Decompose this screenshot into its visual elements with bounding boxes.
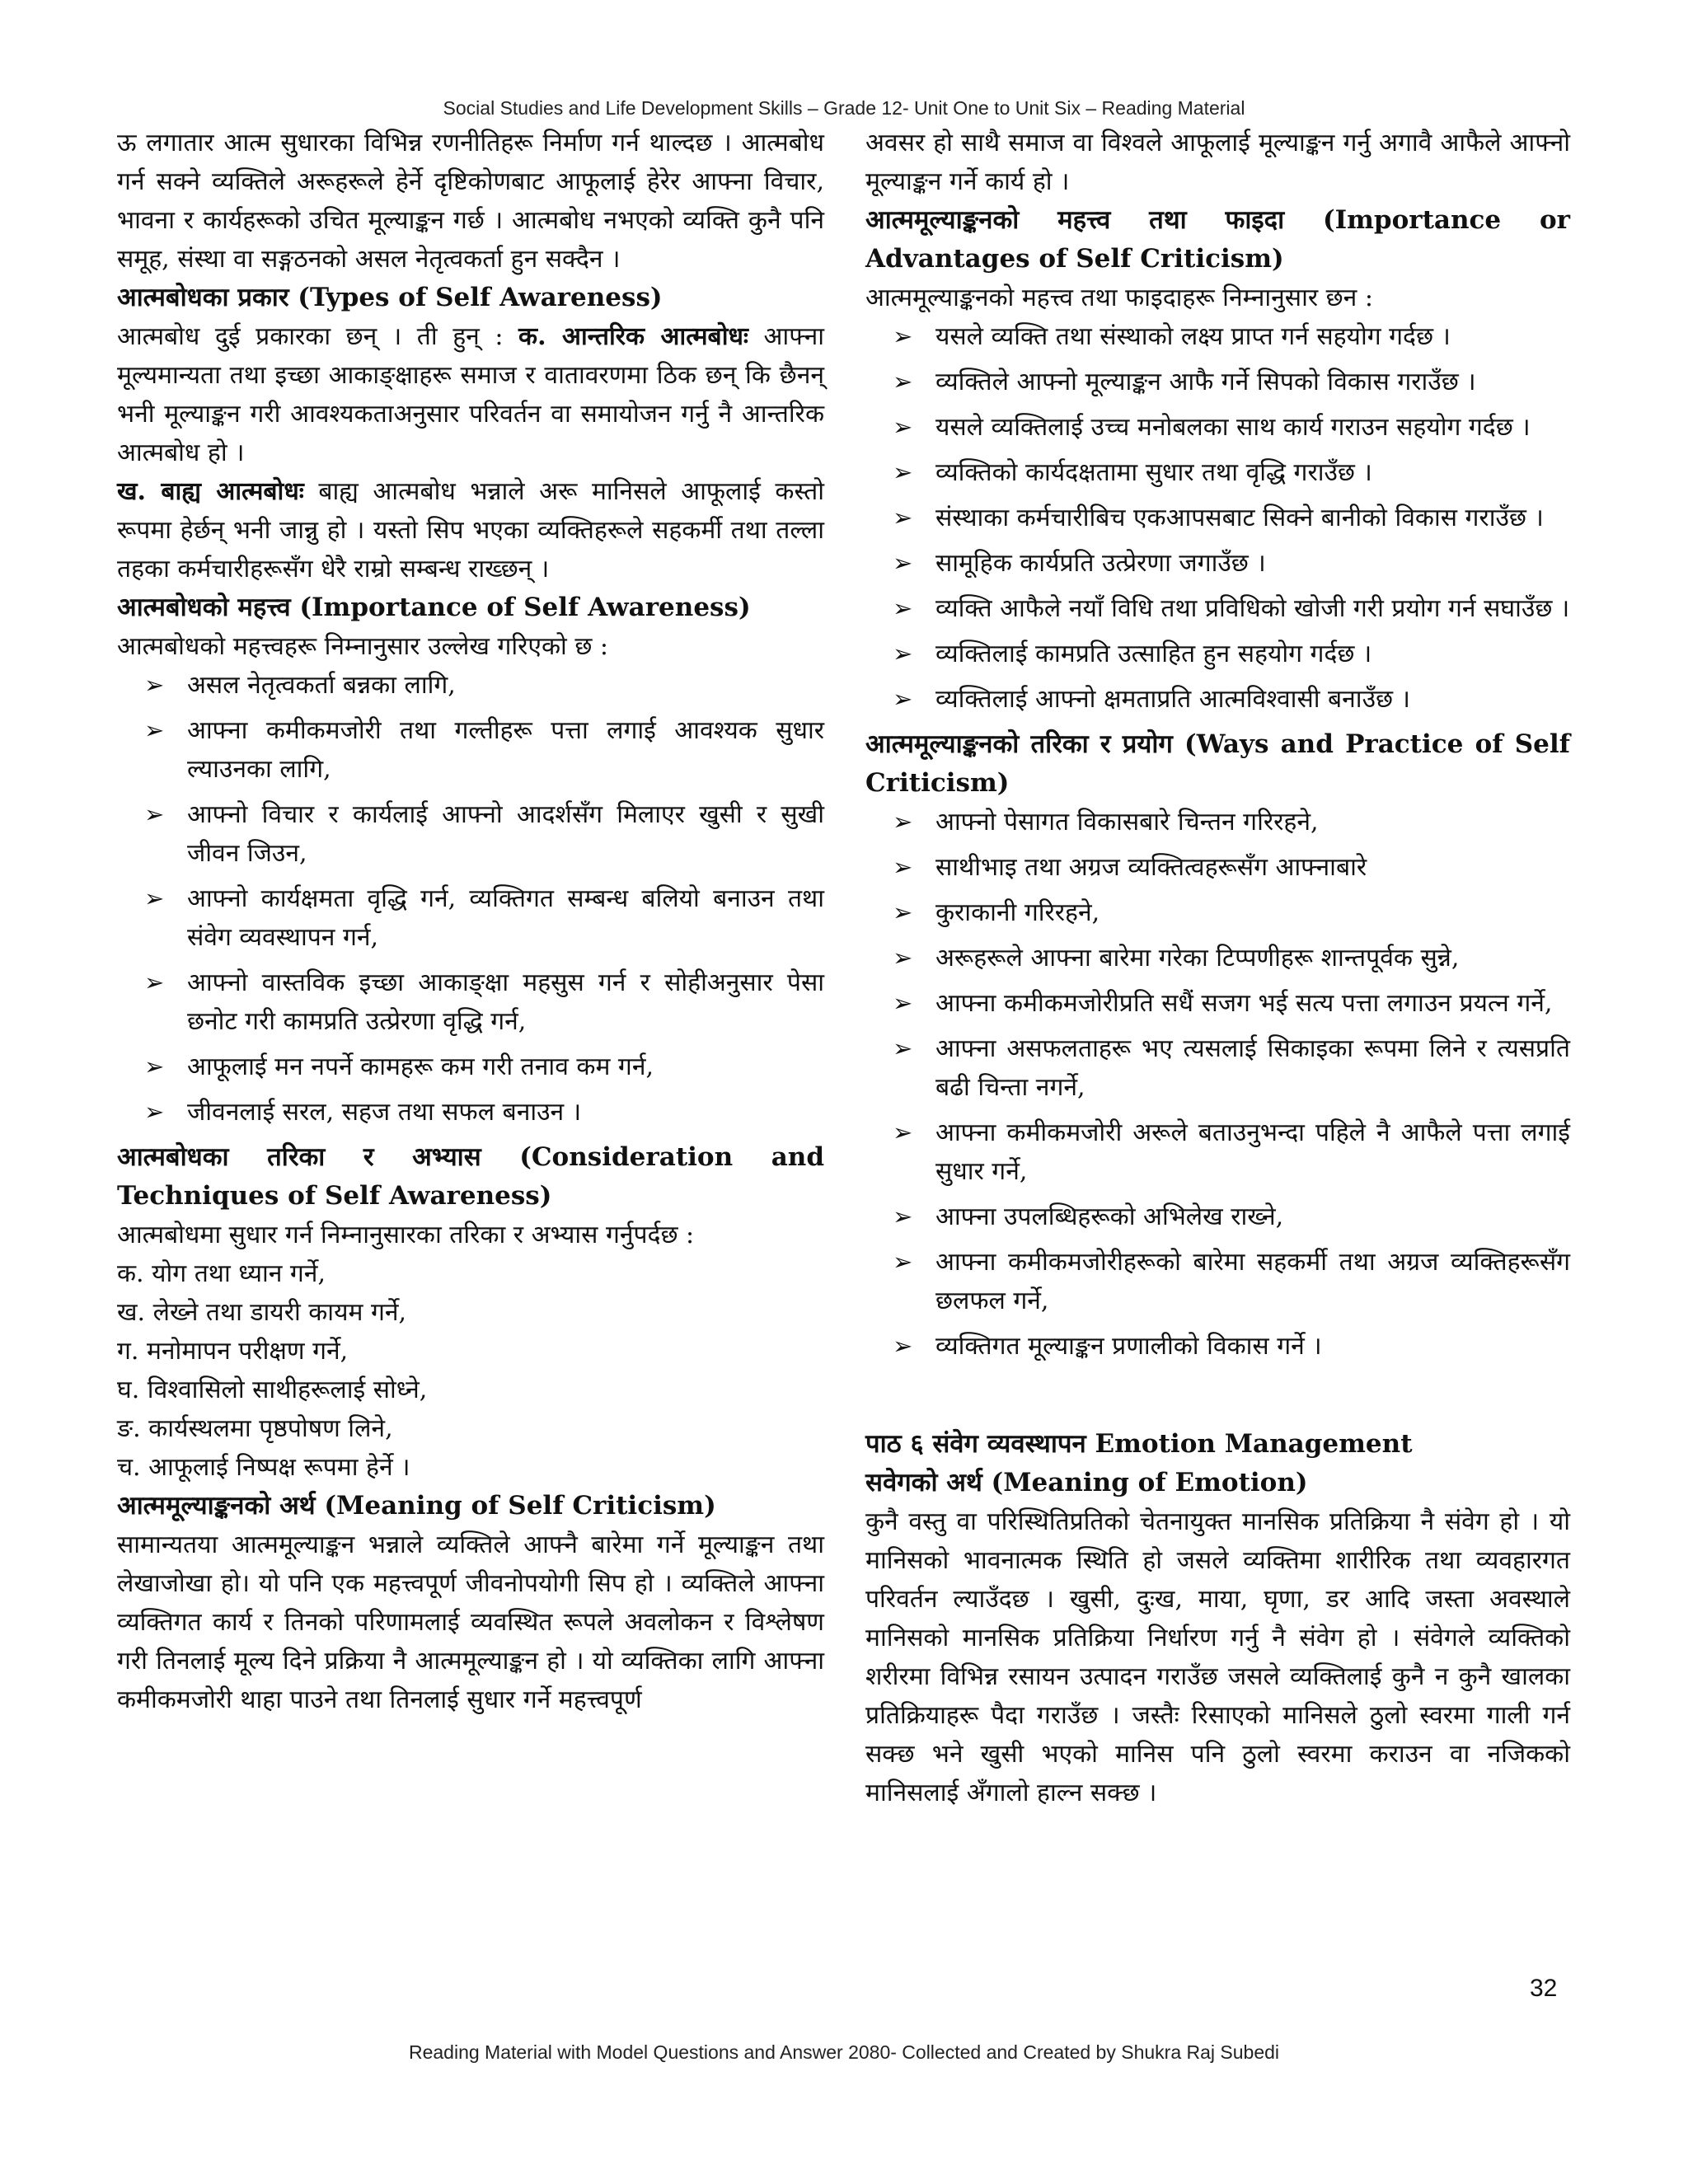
arrow-bullet-icon: ➢ <box>893 944 913 972</box>
arrow-bullet-icon: ➢ <box>893 640 913 668</box>
internal-label: क. आन्तरिक आत्मबोधः <box>518 322 748 351</box>
list-item: ➢ जीवनलाई सरल, सहज तथा सफल बनाउन । <box>144 1093 824 1132</box>
technique-intro: आत्मबोधमा सुधार गर्न निम्नानुसारका तरिका र अभ्यास गर्नुपर्दछ : <box>117 1221 695 1249</box>
technique-item: घ. विश्वासिलो साथीहरूलाई सोध्ने, <box>117 1376 428 1404</box>
list-item: ➢ व्यक्तिले आफ्नो मूल्याङ्कन आफै गर्ने सिपको विकास गराउँछ । <box>893 363 1570 401</box>
arrow-bullet-icon: ➢ <box>144 1052 165 1080</box>
list-item: ➢ आफ्ना कमीकमजोरी अरूले बताउनुभन्दा पहिले नै आफैले पत्ता लगाई सुधार गर्ने, <box>893 1113 1570 1191</box>
ways-heading: आत्ममूल्याङ्कनको तरिका र प्रयोग (Ways and Practice of Self Criticism) <box>865 729 1570 798</box>
list-item: ➢ व्यक्तिलाई कामप्रति उत्साहित हुन सहयोग गर्दछ । <box>893 635 1570 673</box>
list-item: ➢ व्यक्तिलाई आफ्नो क्षमताप्रति आत्मविश्वासी बनाउँछ । <box>893 680 1570 719</box>
list-item: ➢ व्यक्तिगत मूल्याङ्कन प्रणालीको विकास गर्ने । <box>893 1327 1570 1366</box>
technique-item: ङ. कार्यस्थलमा पृष्ठपोषण लिने, <box>117 1414 393 1443</box>
importance-list <box>117 666 824 1132</box>
technique-item: ख. लेख्ने तथा डायरी कायम गर्ने, <box>117 1298 407 1327</box>
internal-text: आफ्ना मूल्यमान्यता तथा इच्छा आकाङ्क्षाहरू समाज र वातावरणमा ठिक छन् कि छैनन् भनी मूल्याङ्कन गरी आवश्यकताअनुसार परिवर्तन वा समायोजन गर्नु नै आन्तरिक आत्मबोध हो । <box>117 322 824 467</box>
list-item: ➢ आफ्नो पेसागत विकासबारे चिन्तन गरिरहने, <box>893 803 1570 841</box>
types-heading: आत्मबोधका प्रकार (Types of Self Awareness) <box>117 283 663 312</box>
arrow-bullet-icon: ➢ <box>893 368 913 396</box>
meaning-heading: सवेगको अर्थ (Meaning of Emotion) <box>865 1468 1308 1497</box>
list-item: ➢ असल नेतृत्वकर्ता बन्नका लागि, <box>144 666 824 705</box>
section-spacer <box>865 1372 1570 1425</box>
arrow-bullet-icon: ➢ <box>893 504 913 532</box>
arrow-bullet-icon: ➢ <box>893 1034 913 1062</box>
list-item: ➢ आफ्ना कमीकमजोरी तथा गल्तीहरू पत्ता लगाई आवश्यक सुधार ल्याउनका लागि, <box>144 711 824 789</box>
list-item: ➢ कुराकानी गरिरहने, <box>893 893 1570 932</box>
arrow-bullet-icon: ➢ <box>893 808 913 836</box>
list-item: ➢ सामूहिक कार्यप्रति उत्प्रेरणा जगाउँछ । <box>893 544 1570 583</box>
list-item: ➢ यसले व्यक्तिलाई उच्च मनोबलका साथ कार्य गराउन सहयोग गर्दछ । <box>893 408 1570 447</box>
arrow-bullet-icon: ➢ <box>893 413 913 441</box>
criticism-paragraph: सामान्यतया आत्ममूल्याङ्कन भन्नाले व्यक्तिले आफ्नै बारेमा गर्ने मूल्याङ्कन तथा लेखाजोखा हो। यो पनि एक महत्त्वपूर्ण जीवनोपयोगी सिप हो । व्यक्तिले आफ्ना व्यक्तिगत कार्य र तिनको परिणामलाई व्यवस्थित रूपले अवलोकन र विश्लेषण गरी तिनलाई मूल्य दिने प्रक्रिया नै आत्ममूल्याङ्कन हो । यो व्यक्तिका लागि आफ्ना कमीकमजोरी थाहा पाउने तथा तिनलाई सुधार गर्ने महत्त्वपूर्ण <box>117 1530 824 1714</box>
external-paragraph <box>117 472 824 588</box>
arrow-bullet-icon: ➢ <box>893 1118 913 1146</box>
list-item: ➢ आफ्नो विचार र कार्यलाई आफ्नो आदर्शसँग मिलाएर खुसी र सुखी जीवन जिउन, <box>144 795 824 873</box>
importance-heading: आत्मबोधको महत्त्व (Importance of Self Awareness) <box>117 593 751 622</box>
arrow-bullet-icon: ➢ <box>144 671 165 699</box>
advantages-intro: आत्ममूल्याङ्कनको महत्त्व तथा फाइदाहरू निम्नानुसार छन : <box>865 284 1373 312</box>
list-item: ➢ आफ्ना असफलताहरू भए त्यसलाई सिकाइका रूपमा लिने र त्यसप्रति बढी चिन्ता नगर्ने, <box>893 1029 1570 1107</box>
intro-paragraph: ऊ लगातार आत्म सुधारका विभिन्न रणनीतिहरू निर्माण गर्न थाल्दछ । आत्मबोध गर्न सक्ने व्यक्तिले अरूहरूले हेर्ने दृष्टिकोणबाट आफूलाई हेरेर आफ्ना विचार, भावना र कार्यहरूको उचित मूल्याङ्कन गर्छ । आत्मबोध नभएको व्यक्ति कुनै पनि समूह, संस्था वा सङ्गठनको असल नेतृत्वकर्ता हुन सक्दैन । <box>117 129 824 274</box>
arrow-bullet-icon: ➢ <box>144 884 165 912</box>
technique-item: ग. मनोमापन परीक्षण गर्ने, <box>117 1337 349 1366</box>
list-item: ➢ आफ्ना उपलब्धिहरूको अभिलेख राख्ने, <box>893 1197 1570 1236</box>
arrow-bullet-icon: ➢ <box>893 989 913 1017</box>
external-label: ख. बाह्य आत्मबोधः <box>117 477 304 506</box>
list-item: ➢ आफ्ना कमीकमजोरीप्रति सधैं सजग भई सत्य पत्ता लगाउन प्रयत्न गर्ने, <box>893 984 1570 1023</box>
arrow-bullet-icon: ➢ <box>893 1248 913 1276</box>
types-intro: आत्मबोध दुई प्रकारका छन् । ती हुन् : <box>117 322 504 351</box>
external-text: बाह्य आत्मबोध भन्नाले अरू मानिसले आफूलाई कस्तो रूपमा हेर्छन् भनी जान्नु हो । यस्तो सिप भएका व्यक्तिहरूले सहकर्मी तथा तल्ला तहका कर्मचारीहरूसँग धेरै राम्रो सम्बन्ध राख्छन् । <box>117 477 824 583</box>
page-header: Social Studies and Life Development Skills – Grade 12- Unit One to Unit Six – Reading Material <box>443 97 1245 119</box>
list-item: ➢ संस्थाका कर्मचारीबिच एकआपसबाट सिक्ने बानीको विकास गराउँछ । <box>893 499 1570 537</box>
list-item: ➢ आफ्ना कमीकमजोरीहरूको बारेमा सहकर्मी तथा अग्रज व्यक्तिहरूसँग छलफल गर्ने, <box>893 1243 1570 1320</box>
lesson-heading: पाठ ६ संवेग व्यवस्थापन Emotion Management <box>865 1429 1413 1459</box>
page-number: 32 <box>1530 1975 1558 2002</box>
importance-intro: आत्मबोधको महत्त्वहरू निम्नानुसार उल्लेख गरिएको छ : <box>117 632 609 661</box>
arrow-bullet-icon: ➢ <box>893 853 913 881</box>
list-item: ➢ साथीभाइ तथा अग्रज व्यक्तित्वहरूसँग आफ्नाबारे <box>893 848 1570 887</box>
arrow-bullet-icon: ➢ <box>144 800 165 828</box>
technique-heading: आत्मबोधका तरिका र अभ्यास (Consideration and Techniques of Self Awareness) <box>117 1142 824 1211</box>
advantages-heading: आत्ममूल्याङ्कनको महत्त्व तथा फाइदा (Importance or Advantages of Self Criticism) <box>865 205 1570 274</box>
advantages-list <box>865 317 1570 719</box>
meaning-paragraph: कुनै वस्तु वा परिस्थितिप्रतिको चेतनायुक्त मानसिक प्रतिक्रिया नै संवेग हो । यो मानिसको भावनात्मक स्थिति हो जसले व्यक्तिमा शारीरिक तथा व्यवहारगत परिवर्तन ल्याउँदछ । खुसी, दुःख, माया, घृणा, डर आदि जस्ता अवस्थाले मानिसको मानसिक प्रतिक्रिया निर्धारण गर्नु नै संवेग हो । संवेगले व्यक्तिको शरीरमा विभिन्न रसायन उत्पादन गराउँछ जसले व्यक्तिलाई कुनै न कुनै खालका प्रतिक्रियाहरू पैदा गराउँछ । जस्तैः रिसाएको मानिसले ठुलो स्वरमा गाली गर्न सक्छ भने खुसी भएको मानिस पनि ठुलो स्वरमा कराउन वा नजिकको मानिसलाई अँगालो हाल्न सक्छ । <box>865 1507 1570 1807</box>
types-paragraph <box>117 317 824 472</box>
arrow-bullet-icon: ➢ <box>893 549 913 577</box>
page-footer: Reading Material with Model Questions and Answer 2080- Collected and Created by Shukra Raj Subedi <box>408 2041 1280 2063</box>
list-item: ➢ आफूलाई मन नपर्ने कामहरू कम गरी तनाव कम गर्न, <box>144 1047 824 1086</box>
list-item: ➢ आफ्नो वास्तविक इच्छा आकाङ्क्षा महसुस गर्न र सोहीअनुसार पेसा छनोट गरी कामप्रति उत्प्रेरणा वृद्धि गर्न, <box>144 963 824 1041</box>
list-item: ➢ अरूहरूले आफ्ना बारेमा गरेका टिप्पणीहरू शान्तपूर्वक सुन्ने, <box>893 939 1570 977</box>
arrow-bullet-icon: ➢ <box>893 898 913 926</box>
arrow-bullet-icon: ➢ <box>893 322 913 350</box>
arrow-bullet-icon: ➢ <box>144 1098 165 1126</box>
list-item: ➢ व्यक्तिको कार्यदक्षतामा सुधार तथा वृद्धि गराउँछ । <box>893 453 1570 492</box>
arrow-bullet-icon: ➢ <box>144 716 165 744</box>
left-column <box>117 124 824 1719</box>
technique-item: क. योग तथा ध्यान गर्ने, <box>117 1259 326 1288</box>
continuation-paragraph: अवसर हो साथै समाज वा विश्वले आफूलाई मूल्याङ्कन गर्नु अगावै आफैले आफ्नो मूल्याङ्कन गर्ने कार्य हो । <box>865 129 1570 196</box>
arrow-bullet-icon: ➢ <box>893 594 913 622</box>
arrow-bullet-icon: ➢ <box>893 1202 913 1230</box>
arrow-bullet-icon: ➢ <box>144 968 165 996</box>
arrow-bullet-icon: ➢ <box>893 685 913 713</box>
list-item: ➢ व्यक्ति आफैले नयाँ विधि तथा प्रविधिको खोजी गरी प्रयोग गर्न सघाउँछ । <box>893 589 1570 628</box>
arrow-bullet-icon: ➢ <box>893 458 913 486</box>
arrow-bullet-icon: ➢ <box>893 1332 913 1360</box>
right-column <box>865 124 1570 1812</box>
list-item: ➢ आफ्नो कार्यक्षमता वृद्धि गर्न, व्यक्तिगत सम्बन्ध बलियो बनाउन तथा संवेग व्यवस्थापन गर्न, <box>144 879 824 957</box>
list-item: ➢ यसले व्यक्ति तथा संस्थाको लक्ष्य प्राप्त गर्न सहयोग गर्दछ । <box>893 317 1570 356</box>
criticism-heading: आत्ममूल्याङ्कनको अर्थ (Meaning of Self Criticism) <box>117 1491 716 1521</box>
technique-item: च. आफूलाई निष्पक्ष रूपमा हेर्ने । <box>117 1453 410 1482</box>
ways-list <box>865 803 1570 1366</box>
